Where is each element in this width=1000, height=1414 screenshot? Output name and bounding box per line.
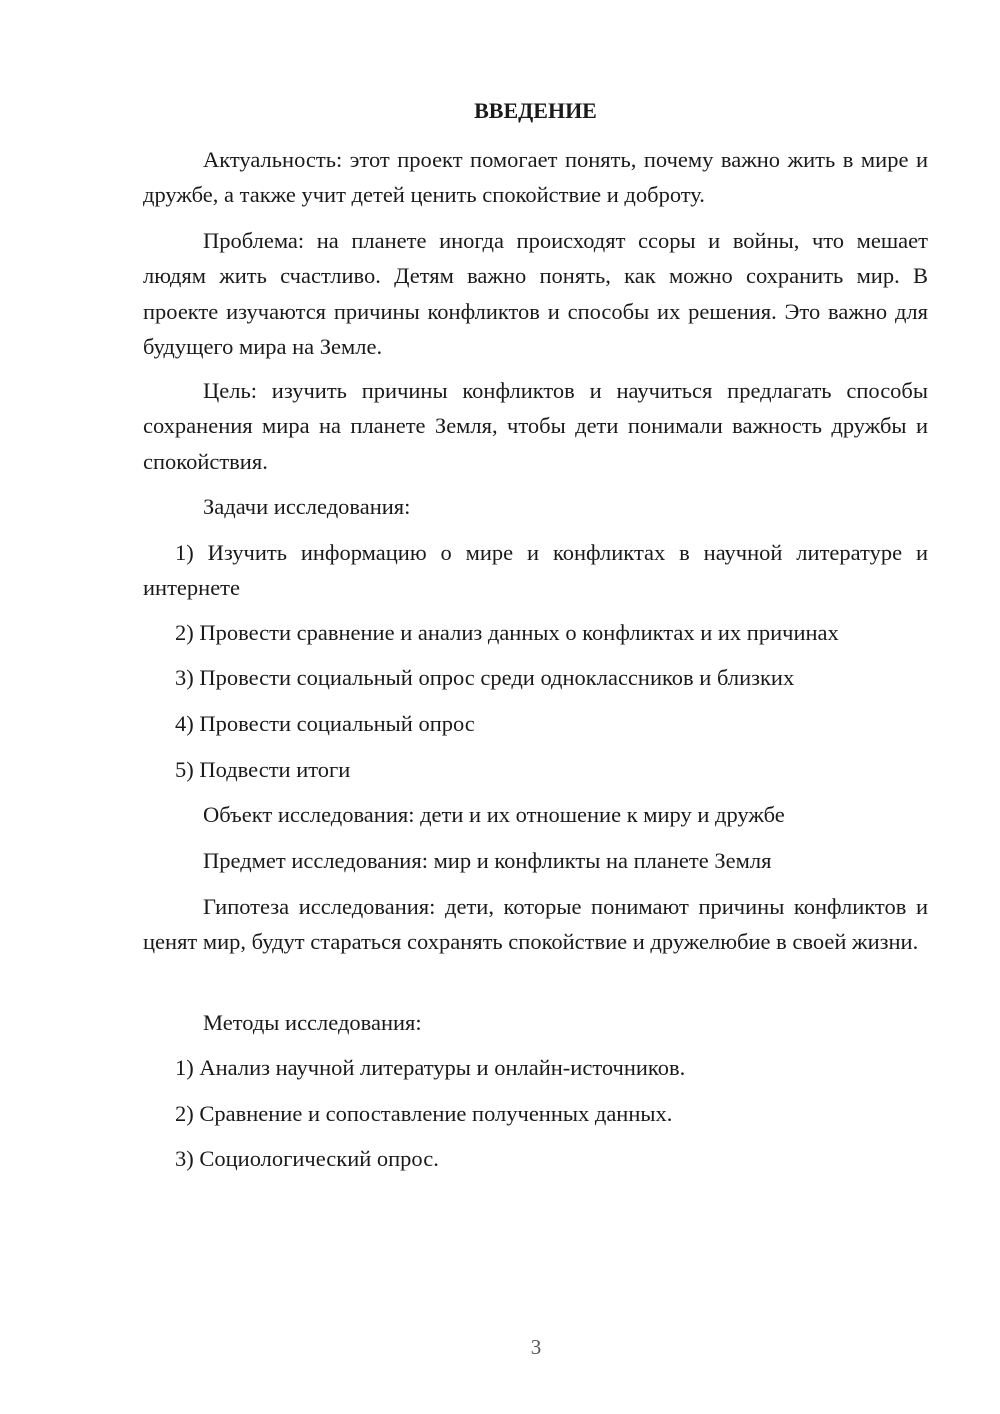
task-item-3: 3) Провести социальный опрос среди одноклассников и близких: [175, 665, 795, 690]
research-object: Объект исследования: дети и их отношение к миру и дружбе: [203, 802, 785, 827]
task-item-1: 1) Изучить информацию о мире и конфликтах в научной литературе и интернете: [143, 540, 928, 601]
section-title: ВВЕДЕНИЕ: [474, 98, 597, 123]
page-number: 3: [530, 1335, 542, 1359]
task-item-4: 4) Провести социальный опрос: [175, 711, 475, 736]
task-item-5: 5) Подвести итоги: [175, 757, 351, 782]
problem-paragraph: Проблема: на планете иногда происходят ссоры и войны, что мешает людям жить счастливо. Детям важно понять, как можно сохранить мир. В проекте изучаются причины конфликтов и способы их решения. Это важно для будущего мира на Земле.: [143, 228, 928, 359]
method-item-3: 3) Социологический опрос.: [175, 1146, 439, 1171]
goal-paragraph: Цель: изучить причины конфликтов и научиться предлагать способы сохранения мира на планете Земля, чтобы дети понимали важность дружбы и спокойствия.: [143, 378, 928, 474]
methods-heading: Методы исследования:: [203, 1010, 422, 1035]
research-subject: Предмет исследования: мир и конфликты на планете Земля: [203, 848, 772, 873]
hypothesis-paragraph: Гипотеза исследования: дети, которые понимают причины конфликтов и ценят мир, будут стараться сохранять спокойствие и дружелюбие в своей жизни.: [143, 894, 928, 955]
method-item-2: 2) Сравнение и сопоставление полученных данных.: [175, 1101, 673, 1126]
method-item-1: 1) Анализ научной литературы и онлайн-источников.: [175, 1055, 686, 1080]
task-item-2: 2) Провести сравнение и анализ данных о конфликтах и их причинах: [175, 620, 839, 645]
tasks-heading: Задачи исследования:: [203, 494, 411, 519]
relevance-paragraph: Актуальность: этот проект помогает понять, почему важно жить в мире и дружбе, а также учит детей ценить спокойствие и доброту.: [143, 147, 928, 208]
